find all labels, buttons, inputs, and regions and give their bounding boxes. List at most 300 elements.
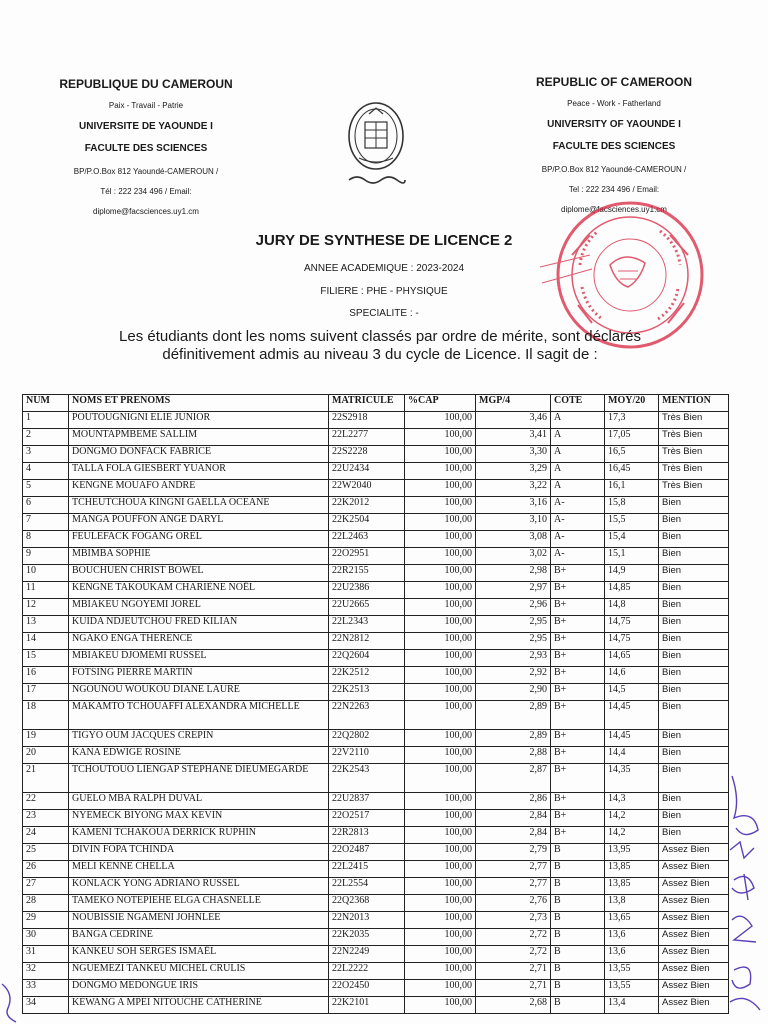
cell-name: KONLACK YONG ADRIANO RUSSEL (69, 878, 329, 895)
cell-mgp: 3,10 (476, 514, 551, 531)
cell-cote: B+ (551, 565, 605, 582)
table-row (23, 844, 729, 861)
cell-num: 27 (23, 878, 69, 895)
cell-moy: 15,1 (605, 548, 659, 565)
header-right-address: BP/P.O.Box 812 Yaoundé-CAMEROUN / (541, 165, 687, 174)
cell-cote: B (551, 980, 605, 997)
cell-mention: Bien (659, 565, 729, 582)
cell-name: TCHOUTOUO LIENGAP STEPHANE DIEUMEGARDE (69, 764, 329, 793)
cell-mention: Assez Bien (659, 895, 729, 912)
cell-matricule: 22U2386 (329, 582, 405, 599)
cell-moy: 14,5 (605, 684, 659, 701)
cell-mention: Bien (659, 599, 729, 616)
table-row (23, 684, 729, 701)
cell-matricule: 22Q2604 (329, 650, 405, 667)
cell-name: MELI KENNE CHELLA (69, 861, 329, 878)
cell-matricule: 22O2487 (329, 844, 405, 861)
cell-cap: 100,00 (405, 463, 476, 480)
header-right-motto: Peace - Work - Fatherland (567, 99, 661, 108)
cell-mgp: 2,72 (476, 929, 551, 946)
cell-moy: 15,8 (605, 497, 659, 514)
cell-moy: 14,75 (605, 616, 659, 633)
cell-cote: B+ (551, 616, 605, 633)
cell-cap: 100,00 (405, 946, 476, 963)
cell-moy: 13,6 (605, 929, 659, 946)
table-row (23, 412, 729, 429)
cell-num: 30 (23, 929, 69, 946)
cell-mgp: 2,77 (476, 878, 551, 895)
cell-moy: 13,4 (605, 997, 659, 1014)
cell-matricule: 22K2012 (329, 497, 405, 514)
col-header-name: NOMS ET PRENOMS (69, 395, 329, 412)
cell-name: KAMENI TCHAKOUA DERRICK RUPHIN (69, 827, 329, 844)
cell-num: 21 (23, 764, 69, 793)
header-left-email: diplome@facsciences.uy1.cm (93, 207, 199, 216)
cell-matricule: 22O2951 (329, 548, 405, 565)
cell-matricule: 22K2504 (329, 514, 405, 531)
cell-num: 26 (23, 861, 69, 878)
table-row (23, 980, 729, 997)
cell-moy: 16,45 (605, 463, 659, 480)
cell-cote: B+ (551, 810, 605, 827)
cell-mgp: 2,71 (476, 980, 551, 997)
cell-mention: Assez Bien (659, 861, 729, 878)
cell-moy: 13,6 (605, 946, 659, 963)
cell-matricule: 22R2813 (329, 827, 405, 844)
handwritten-initials (724, 770, 768, 1024)
cell-cap: 100,00 (405, 980, 476, 997)
cell-moy: 14,8 (605, 599, 659, 616)
cell-cote: B+ (551, 684, 605, 701)
cell-moy: 14,65 (605, 650, 659, 667)
cell-num: 17 (23, 684, 69, 701)
cell-matricule: 22K2543 (329, 764, 405, 793)
cell-cap: 100,00 (405, 895, 476, 912)
cell-matricule: 22U2434 (329, 463, 405, 480)
cell-mention: Très Bien (659, 446, 729, 463)
cell-cote: B+ (551, 764, 605, 793)
cell-moy: 16,1 (605, 480, 659, 497)
cell-name: BOUCHUEN CHRIST BOWEL (69, 565, 329, 582)
cell-moy: 14,35 (605, 764, 659, 793)
cell-cote: B (551, 861, 605, 878)
cell-name: BANGA CEDRINE (69, 929, 329, 946)
cell-mention: Bien (659, 684, 729, 701)
cell-cap: 100,00 (405, 429, 476, 446)
cell-matricule: 22L2343 (329, 616, 405, 633)
cell-name: DONGMO MEDONGUE IRIS (69, 980, 329, 997)
cell-cap: 100,00 (405, 582, 476, 599)
cell-mgp: 3,16 (476, 497, 551, 514)
cell-num: 6 (23, 497, 69, 514)
cell-num: 13 (23, 616, 69, 633)
cell-mgp: 2,68 (476, 997, 551, 1014)
cell-mgp: 3,29 (476, 463, 551, 480)
cell-cap: 100,00 (405, 701, 476, 730)
cell-mention: Bien (659, 827, 729, 844)
cell-cap: 100,00 (405, 912, 476, 929)
table-row (23, 633, 729, 650)
filiere: FILIERE : PHE - PHYSIQUE (320, 286, 448, 297)
cell-cap: 100,00 (405, 667, 476, 684)
cell-num: 20 (23, 747, 69, 764)
table-row (23, 747, 729, 764)
cell-name: NGUEMEZI TANKEU MICHEL CRULIS (69, 963, 329, 980)
cell-num: 19 (23, 730, 69, 747)
cell-matricule: 22W2040 (329, 480, 405, 497)
cell-mention: Bien (659, 810, 729, 827)
cell-moy: 16,5 (605, 446, 659, 463)
cell-mention: Bien (659, 701, 729, 730)
cell-num: 5 (23, 480, 69, 497)
cell-mgp: 2,98 (476, 565, 551, 582)
table-row (23, 667, 729, 684)
cell-cote: B+ (551, 747, 605, 764)
table-row (23, 878, 729, 895)
col-header-moy: MOY/20 (605, 395, 659, 412)
cell-mgp: 2,79 (476, 844, 551, 861)
cell-cote: B+ (551, 667, 605, 684)
cell-num: 1 (23, 412, 69, 429)
header-left-motto: Paix - Travail - Patrie (108, 101, 184, 110)
cell-cote: B+ (551, 827, 605, 844)
cell-cote: B+ (551, 650, 605, 667)
header-left-address: BP/P.O.Box 812 Yaoundé-CAMEROUN / (73, 167, 219, 176)
table-row (23, 565, 729, 582)
cell-cap: 100,00 (405, 747, 476, 764)
cell-mgp: 3,41 (476, 429, 551, 446)
cell-num: 9 (23, 548, 69, 565)
cell-cote: B (551, 878, 605, 895)
cell-mention: Très Bien (659, 463, 729, 480)
cell-cap: 100,00 (405, 497, 476, 514)
cell-num: 4 (23, 463, 69, 480)
cell-name: KENGNE TAKOUKAM CHARIÈNE NOËL (69, 582, 329, 599)
cell-matricule: 22L2463 (329, 531, 405, 548)
header-right-email: diplome@facsciences.uy1.cm (561, 205, 667, 214)
cell-cap: 100,00 (405, 764, 476, 793)
cell-matricule: 22Q2368 (329, 895, 405, 912)
table-row (23, 599, 729, 616)
cell-moy: 14,3 (605, 793, 659, 810)
specialite: SPECIALITE : - (349, 308, 419, 319)
cell-cote: B (551, 844, 605, 861)
cell-matricule: 22L2277 (329, 429, 405, 446)
cell-name: MAKAMTO TCHOUAFFI ALEXANDRA MICHELLE (69, 701, 329, 730)
cell-moy: 13,85 (605, 878, 659, 895)
cell-num: 29 (23, 912, 69, 929)
cell-cote: A (551, 463, 605, 480)
cell-name: KUIDA NDJEUTCHOU FRED KILIAN (69, 616, 329, 633)
cell-matricule: 22V2110 (329, 747, 405, 764)
cell-mgp: 2,76 (476, 895, 551, 912)
cell-mgp: 2,92 (476, 667, 551, 684)
cell-mgp: 3,30 (476, 446, 551, 463)
cell-mention: Très Bien (659, 412, 729, 429)
col-header-num: NUM (23, 395, 69, 412)
cell-num: 32 (23, 963, 69, 980)
cell-moy: 14,2 (605, 810, 659, 827)
cell-mention: Assez Bien (659, 878, 729, 895)
cell-matricule: 22K2512 (329, 667, 405, 684)
table-row (23, 497, 729, 514)
cell-num: 33 (23, 980, 69, 997)
cell-cap: 100,00 (405, 650, 476, 667)
cell-cote: B+ (551, 599, 605, 616)
cell-cote: B (551, 946, 605, 963)
table-body (23, 412, 729, 1014)
cell-moy: 14,85 (605, 582, 659, 599)
cell-name: MBIMBA SOPHIE (69, 548, 329, 565)
cell-num: 23 (23, 810, 69, 827)
cell-moy: 13,85 (605, 861, 659, 878)
cell-mgp: 2,95 (476, 633, 551, 650)
cell-mention: Bien (659, 650, 729, 667)
cell-mgp: 2,84 (476, 827, 551, 844)
cell-mgp: 2,89 (476, 730, 551, 747)
table-row (23, 514, 729, 531)
cell-mention: Bien (659, 497, 729, 514)
table-row (23, 827, 729, 844)
table-row (23, 616, 729, 633)
cell-name: NYEMECK BIYONG MAX KEVIN (69, 810, 329, 827)
cell-cap: 100,00 (405, 548, 476, 565)
cell-name: NGOUNOU WOUKOU DIANE LAURE (69, 684, 329, 701)
cell-mgp: 2,93 (476, 650, 551, 667)
cell-cap: 100,00 (405, 531, 476, 548)
cell-num: 24 (23, 827, 69, 844)
cell-cote: B+ (551, 582, 605, 599)
cell-moy: 14,4 (605, 747, 659, 764)
cell-mgp: 2,90 (476, 684, 551, 701)
table-row (23, 912, 729, 929)
cell-num: 14 (23, 633, 69, 650)
cell-cote: A- (551, 548, 605, 565)
cell-mention: Très Bien (659, 480, 729, 497)
cell-mention: Bien (659, 747, 729, 764)
header-right-phone: Tel : 222 234 496 / Email: (568, 185, 660, 194)
cell-moy: 14,75 (605, 633, 659, 650)
cell-matricule: 22O2450 (329, 980, 405, 997)
academic-year: ANNEE ACADEMIQUE : 2023-2024 (303, 263, 465, 274)
cell-mgp: 2,77 (476, 861, 551, 878)
cell-name: FOTSING PIERRE MARTIN (69, 667, 329, 684)
cell-matricule: 22L2554 (329, 878, 405, 895)
cell-num: 12 (23, 599, 69, 616)
cell-moy: 15,5 (605, 514, 659, 531)
header-right-university: UNIVERSITY OF YAOUNDE I (547, 119, 681, 130)
table-header-row (23, 395, 729, 412)
cell-moy: 13,55 (605, 963, 659, 980)
cell-matricule: 22L2415 (329, 861, 405, 878)
cell-matricule: 22Q2802 (329, 730, 405, 747)
cell-matricule: 22S2228 (329, 446, 405, 463)
cell-moy: 17,05 (605, 429, 659, 446)
table-row (23, 946, 729, 963)
table-row (23, 997, 729, 1014)
cell-num: 18 (23, 701, 69, 730)
cell-mention: Bien (659, 793, 729, 810)
intro-line-1: Les étudiants dont les noms suivent classés par ordre de mérite, sont déclarés (119, 328, 641, 345)
intro-line-2: définitivement admis au niveau 3 du cycle de Licence. Il sagit de : (162, 346, 598, 363)
col-header-mention: MENTION (659, 395, 729, 412)
cell-matricule: 22O2517 (329, 810, 405, 827)
cell-name: GUELO MBA RALPH DUVAL (69, 793, 329, 810)
header-left (40, 78, 252, 228)
cell-num: 11 (23, 582, 69, 599)
cell-mgp: 3,22 (476, 480, 551, 497)
cell-name: KANA EDWIGE ROSINE (69, 747, 329, 764)
table-row (23, 650, 729, 667)
cell-num: 3 (23, 446, 69, 463)
cell-name: KANKEU SOH SERGES ISMAËL (69, 946, 329, 963)
cell-matricule: 22L2222 (329, 963, 405, 980)
cell-cote: B (551, 963, 605, 980)
cell-moy: 13,65 (605, 912, 659, 929)
header-left-phone: Tél : 222 234 496 / Email: (100, 187, 192, 196)
cell-cote: B+ (551, 633, 605, 650)
cell-moy: 17,3 (605, 412, 659, 429)
table-row (23, 429, 729, 446)
cell-moy: 15,4 (605, 531, 659, 548)
cell-matricule: 22K2035 (329, 929, 405, 946)
cell-mgp: 2,96 (476, 599, 551, 616)
table-row (23, 861, 729, 878)
cell-mgp: 3,46 (476, 412, 551, 429)
cell-mention: Bien (659, 764, 729, 793)
cell-num: 8 (23, 531, 69, 548)
table-row (23, 446, 729, 463)
cell-cote: A- (551, 497, 605, 514)
cell-mention: Assez Bien (659, 946, 729, 963)
cell-mention: Assez Bien (659, 844, 729, 861)
cell-mention: Bien (659, 667, 729, 684)
cell-num: 28 (23, 895, 69, 912)
cell-name: KENGNE MOUAFO ANDRE (69, 480, 329, 497)
cell-moy: 14,9 (605, 565, 659, 582)
cell-moy: 13,8 (605, 895, 659, 912)
cell-cap: 100,00 (405, 730, 476, 747)
cell-matricule: 22K2101 (329, 997, 405, 1014)
cell-cote: B (551, 912, 605, 929)
cell-mention: Assez Bien (659, 963, 729, 980)
cell-moy: 14,45 (605, 730, 659, 747)
cell-cap: 100,00 (405, 878, 476, 895)
cell-cap: 100,00 (405, 684, 476, 701)
cell-mgp: 3,02 (476, 548, 551, 565)
cell-num: 7 (23, 514, 69, 531)
cell-cote: A- (551, 531, 605, 548)
cell-cap: 100,00 (405, 844, 476, 861)
cell-mgp: 2,71 (476, 963, 551, 980)
cell-mgp: 2,97 (476, 582, 551, 599)
cell-cote: B (551, 997, 605, 1014)
cell-cap: 100,00 (405, 963, 476, 980)
cell-matricule: 22U2665 (329, 599, 405, 616)
cell-mention: Bien (659, 548, 729, 565)
cell-mention: Bien (659, 730, 729, 747)
cell-name: FEULEFACK FOGANG OREL (69, 531, 329, 548)
cell-matricule: 22R2155 (329, 565, 405, 582)
cell-cap: 100,00 (405, 793, 476, 810)
cell-name: TALLA FOLA GIESBERT YUANOR (69, 463, 329, 480)
table-row (23, 810, 729, 827)
cell-name: TAMEKO NOTEPIEHE ELGA CHASNELLE (69, 895, 329, 912)
cell-cote: A- (551, 514, 605, 531)
table-row (23, 929, 729, 946)
cell-cap: 100,00 (405, 412, 476, 429)
cell-num: 31 (23, 946, 69, 963)
cell-matricule: 22K2513 (329, 684, 405, 701)
cell-num: 22 (23, 793, 69, 810)
cell-mention: Bien (659, 582, 729, 599)
cell-name: MOUNTAPMBEME SALLIM (69, 429, 329, 446)
cell-cote: A (551, 429, 605, 446)
cell-moy: 14,6 (605, 667, 659, 684)
cell-mention: Bien (659, 616, 729, 633)
cell-name: MBIAKEU DJOMEMI RUSSEL (69, 650, 329, 667)
cell-mention: Bien (659, 514, 729, 531)
cell-num: 2 (23, 429, 69, 446)
table-row (23, 480, 729, 497)
header-right-country: REPUBLIC OF CAMEROON (536, 75, 692, 89)
cell-matricule: 22S2918 (329, 412, 405, 429)
cell-num: 25 (23, 844, 69, 861)
cell-num: 15 (23, 650, 69, 667)
table-row (23, 730, 729, 747)
cell-name: TIGYO OUM JACQUES CREPIN (69, 730, 329, 747)
header-left-faculty: FACULTE DES SCIENCES (84, 143, 208, 154)
cell-matricule: 22N2812 (329, 633, 405, 650)
header-left-country: REPUBLIQUE DU CAMEROUN (59, 77, 233, 91)
cell-cap: 100,00 (405, 929, 476, 946)
col-header-cap: %CAP (405, 395, 476, 412)
cell-mention: Bien (659, 633, 729, 650)
cell-cote: B (551, 895, 605, 912)
table-row (23, 463, 729, 480)
header-right-faculty: FACULTE DES SCIENCES (552, 141, 676, 152)
cell-cote: A (551, 480, 605, 497)
cell-moy: 14,45 (605, 701, 659, 730)
cell-cote: B+ (551, 730, 605, 747)
cell-cote: B+ (551, 793, 605, 810)
cell-cap: 100,00 (405, 599, 476, 616)
cell-mention: Très Bien (659, 429, 729, 446)
table-row (23, 963, 729, 980)
cell-mention: Assez Bien (659, 980, 729, 997)
university-crest-logo (343, 100, 409, 190)
cell-mgp: 2,87 (476, 764, 551, 793)
cell-cap: 100,00 (405, 446, 476, 463)
cell-moy: 13,95 (605, 844, 659, 861)
col-header-matricule: MATRICULE (329, 395, 405, 412)
cell-cap: 100,00 (405, 565, 476, 582)
cell-mgp: 2,95 (476, 616, 551, 633)
cell-name: MANGA POUFFON ANGE DARYL (69, 514, 329, 531)
cell-mention: Assez Bien (659, 912, 729, 929)
results-table (22, 394, 729, 1014)
cell-matricule: 22N2263 (329, 701, 405, 730)
cell-cap: 100,00 (405, 997, 476, 1014)
intro-text (60, 328, 700, 364)
cell-num: 10 (23, 565, 69, 582)
cell-name: NGAKO ENGA THERENCE (69, 633, 329, 650)
cell-name: NOUBISSIE NGAMENI JOHNLEE (69, 912, 329, 929)
cell-matricule: 22N2013 (329, 912, 405, 929)
cell-cap: 100,00 (405, 633, 476, 650)
cell-num: 34 (23, 997, 69, 1014)
document-title: JURY DE SYNTHESE DE LICENCE 2 (255, 232, 513, 249)
